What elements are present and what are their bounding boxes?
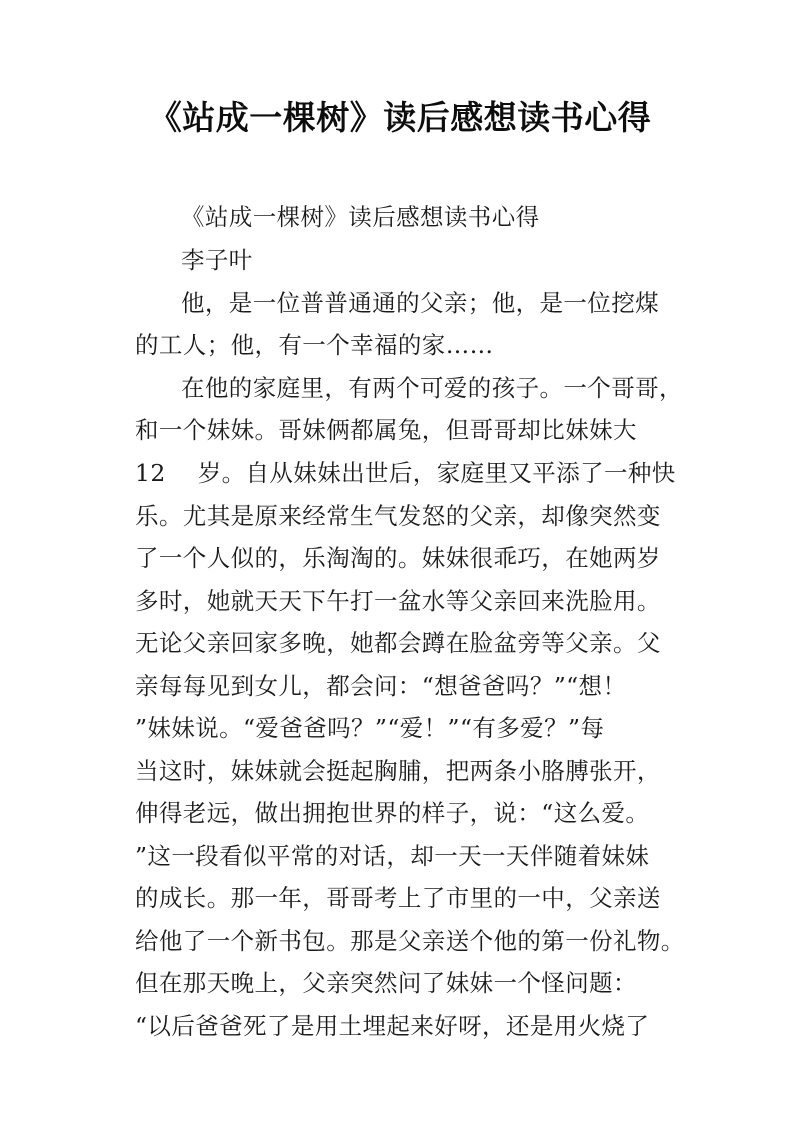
document-author: 李子叶 [181, 246, 253, 274]
paragraph-line: 伸得老远，做出拥抱世界的样子，说：“这么爱。 [135, 799, 650, 827]
paragraph-line: 在他的家庭里，有两个可爱的孩子。一个哥哥， [181, 374, 683, 402]
paragraph-line: ”妹妹说。“爱爸爸吗？”“爱！”“有多爱？”每 [135, 714, 605, 742]
paragraph-line: 了一个人似的，乐淘淘的。妹妹很乖巧，在她两岁 [135, 544, 661, 572]
paragraph-line: ”这一段看似平常的对话，却一天一天伴随着妹妹 [135, 842, 650, 870]
document-title: 《站成一棵树》读后感想读书心得 [148, 98, 652, 137]
paragraph-line: 但在那天晚上，父亲突然问了妹妹一个怪问题： [135, 969, 637, 997]
line-text: 岁。自从妹妹出世后，家庭里又平添了一种快 [197, 459, 676, 487]
paragraph-line: 多时，她就天天下午打一盆水等父亲回来洗脸用。 [135, 587, 661, 615]
number-text: 12 [135, 459, 166, 487]
paragraph-line [135, 458, 676, 488]
document-subtitle: 《站成一棵树》读后感想读书心得 [181, 203, 540, 231]
paragraph-line: 当这时，妹妹就会挺起胸脯，把两条小胳膊张开， [135, 757, 661, 785]
paragraph-line: 的工人；他，有一个幸福的家…… [135, 331, 494, 359]
paragraph-line: 他，是一位普普通通的父亲；他，是一位挖煤 [181, 289, 659, 317]
paragraph-line: 和一个妹妹。哥妹俩都属兔，但哥哥却比妹妹大 [135, 416, 637, 444]
paragraph-line: 无论父亲回家多晚，她都会蹲在脸盆旁等父亲。父 [135, 629, 661, 657]
paragraph-line: 乐。尤其是原来经常生气发怒的父亲，却像突然变 [135, 502, 661, 530]
paragraph-line: 给他了一个新书包。那是父亲送个他的第一份礼物。 [135, 927, 685, 955]
paragraph-line: 的成长。那一年，哥哥考上了市里的一中，父亲送 [135, 884, 661, 912]
paragraph-line: “以后爸爸死了是用土埋起来好呀，还是用火烧了 [135, 1012, 650, 1040]
paragraph-line: 亲每每见到女儿，都会问：“想爸爸吗？”“想！ [135, 672, 627, 700]
